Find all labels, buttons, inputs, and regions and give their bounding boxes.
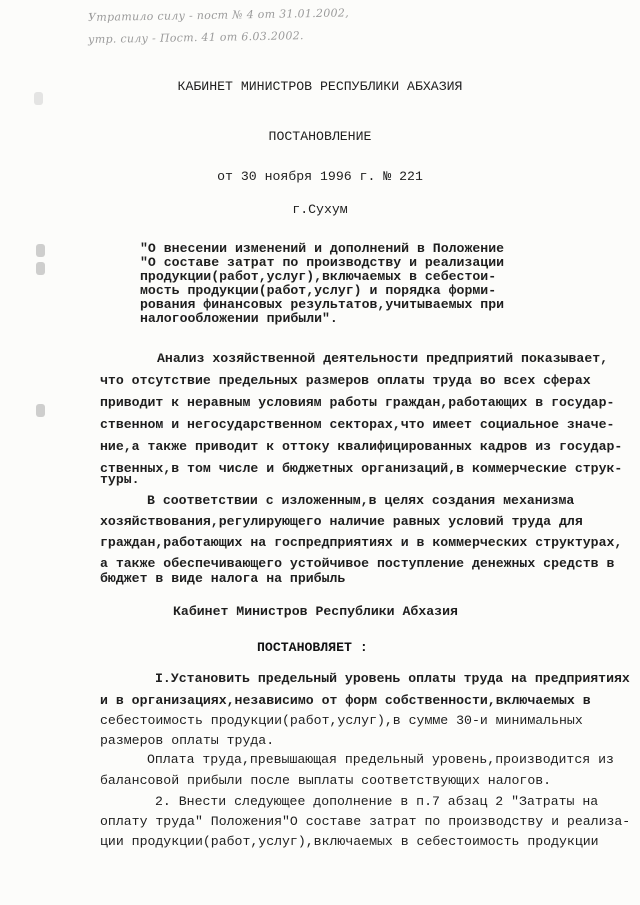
preamble-line: хозяйствования,регулирующего наличие равных условий труда для — [100, 514, 583, 529]
subject-line: рования финансовых результатов,учитываемых при — [140, 297, 505, 312]
body-line: Оплата труда,превышающая предельный уровень,производится из — [147, 752, 614, 767]
preamble-line: туры. — [100, 472, 140, 487]
body-line: оплату труда" Положения"О составе затрат по производству и реализа- — [100, 814, 631, 829]
handwritten-note-2: утр. силу - Пост. 41 от 6.03.2002. — [88, 29, 304, 46]
subject-line: "О составе затрат по производству и реализации — [140, 255, 505, 270]
preamble-line: приводит к неравным условиям работы граждан,работающих в государ- — [100, 395, 615, 410]
preamble-line: Анализ хозяйственной деятельности предприятий показывает, — [157, 351, 609, 366]
preamble-line: а также обеспечивающего устойчивое поступление денежных средств в — [100, 556, 615, 571]
preamble-line: что отсутствие предельных размеров оплаты труда во всех сферах — [100, 373, 591, 388]
scan-mark — [34, 92, 43, 105]
subject-line: мость продукции(работ,услуг) и порядка форми- — [140, 283, 497, 298]
document-type: ПОСТАНОВЛЕНИЕ — [268, 129, 372, 144]
date-number: от 30 ноября 1996 г. № 221 — [217, 169, 423, 184]
body-line: балансовой прибыли после выплаты соответствующих налогов. — [100, 773, 552, 788]
body-line: себестоимость продукции(работ,услуг),в сумме 30-и минимальных — [100, 713, 583, 728]
preamble-line: граждан,работающих на госпредприятиях и в коммерческих структурах, — [100, 535, 623, 550]
body-line: и в организациях,независимо от форм собственности,включаемых в — [100, 693, 591, 708]
subject-line: "О внесении изменений и дополнений в Положение — [140, 241, 505, 256]
body-line: 2. Внести следующее дополнение в п.7 абзац 2 "Затраты на — [155, 794, 599, 809]
resolves-heading: ПОСТАНОВЛЯЕТ : — [257, 640, 368, 655]
preamble-line: ственных,в том числе и бюджетных организаций,в коммерческие струк- — [100, 461, 623, 476]
scan-mark — [36, 244, 45, 257]
scan-mark — [36, 404, 45, 417]
scan-mark — [36, 262, 45, 275]
handwritten-note-1: Утратило силу - пост № 4 от 31.01.2002, — [88, 6, 350, 24]
preamble-line: бюджет в виде налога на прибыль — [100, 571, 346, 586]
subject-line: налогообложении прибыли". — [140, 311, 338, 326]
preamble-line: В соответствии с изложенным,в целях создания механизма — [147, 493, 575, 508]
cabinet-line: Кабинет Министров Республики Абхазия — [173, 604, 458, 619]
place: г.Сухум — [292, 202, 348, 217]
subject-line: продукции(работ,услуг),включаемых в себестои- — [140, 269, 497, 284]
body-line: ции продукции(работ,услуг),включаемых в себестоимость продукции — [100, 834, 599, 849]
preamble-line: ственном и негосударственном секторах,что имеет социальное значе- — [100, 417, 615, 432]
preamble-line: ние,а также приводит к оттоку квалифицированных кадров из государ- — [100, 439, 623, 454]
body-line: I.Установить предельный уровень оплаты труда на предприятиях — [155, 671, 630, 686]
body-line: размеров оплаты труда. — [100, 733, 275, 748]
cabinet-heading: КАБИНЕТ МИНИСТРОВ РЕСПУБЛИКИ АБХАЗИЯ — [177, 79, 463, 94]
